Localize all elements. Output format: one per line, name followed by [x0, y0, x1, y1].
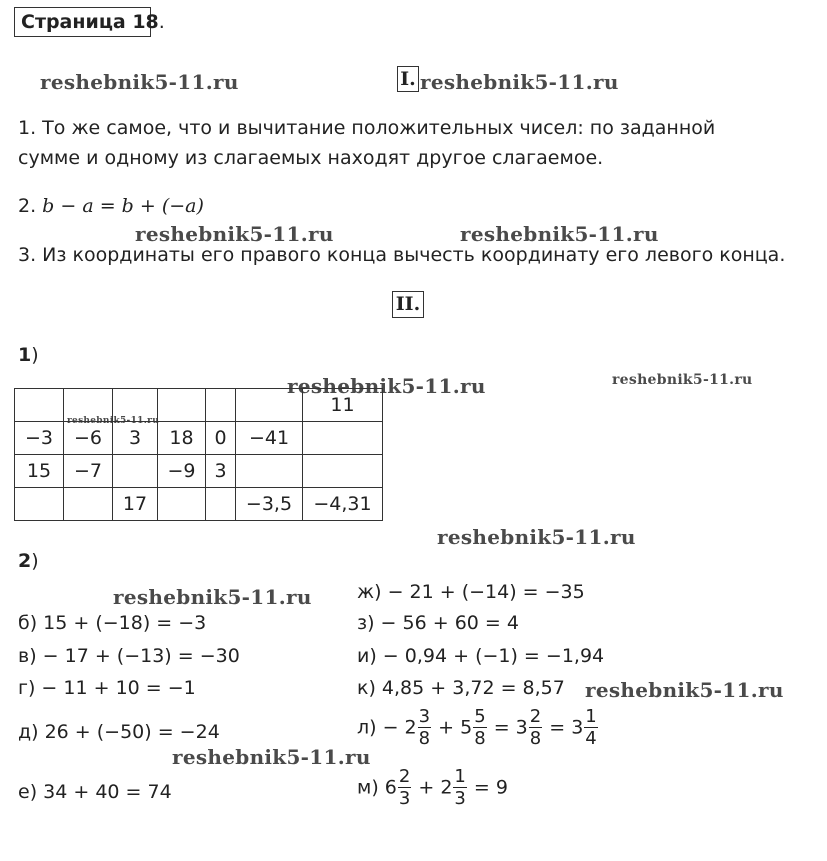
watermark: reshebnik5-11.ru [67, 416, 160, 426]
fraction-numerator: 5 [474, 706, 486, 727]
table-cell: −3,5 [236, 488, 303, 521]
fraction-denominator: 3 [454, 788, 466, 809]
part-2-number: 2 [18, 550, 32, 572]
watermark: reshebnik5-11.ru [287, 374, 486, 398]
watermark: reshebnik5-11.ru [585, 678, 784, 702]
table-row [15, 455, 383, 488]
watermark: reshebnik5-11.ru [135, 222, 334, 246]
table-cell: 18 [158, 422, 206, 455]
part-2-paren: ) [31, 550, 39, 572]
eq-l-plus: + 5 [432, 716, 473, 739]
table-cell [303, 422, 383, 455]
eq-l-equals-1: = 3 [487, 716, 528, 739]
equation-z: з) − 56 + 60 = 4 [357, 612, 519, 634]
eq-l-prefix: л) − 2 [357, 716, 417, 739]
eq-l-equals-2: = 3 [543, 716, 584, 739]
table-cell [236, 455, 303, 488]
table-cell: 3 [113, 422, 158, 455]
table-cell [15, 488, 64, 521]
equation-m [357, 768, 508, 808]
page-title-dot: . [158, 11, 165, 33]
table-cell [158, 389, 206, 422]
part-1-number: 1 [18, 344, 32, 366]
answer-1-line-2: сумме и одному из слагаемых находят другое слагаемое. [18, 147, 604, 169]
watermark: reshebnik5-11.ru [460, 222, 659, 246]
watermark: reshebnik5-11.ru [612, 372, 753, 388]
fraction [418, 708, 431, 748]
answer-2-formula: b − a = b + (−a) [42, 195, 204, 217]
table-cell: 15 [15, 455, 64, 488]
fraction-denominator: 8 [474, 728, 486, 749]
fraction [529, 708, 542, 748]
fraction [453, 768, 466, 808]
table-row [15, 389, 383, 422]
table-cell [206, 389, 236, 422]
equation-d: д) 26 + (−50) = −24 [18, 721, 220, 743]
table-cell: 17 [113, 488, 158, 521]
fraction [473, 708, 486, 748]
part-1-paren: ) [31, 344, 39, 366]
eq-m-equals: = 9 [467, 776, 508, 799]
section-2-marker: II. [392, 291, 424, 318]
table-row [15, 422, 383, 455]
table-cell [113, 455, 158, 488]
eq-m-plus: + 2 [412, 776, 453, 799]
fraction-numerator: 2 [398, 766, 411, 787]
table-cell [236, 389, 303, 422]
part-2-heading [18, 550, 39, 572]
eq-m-prefix: м) 6 [357, 776, 397, 799]
page-title-text: Страница 18 [21, 11, 159, 33]
table-cell: 0 [206, 422, 236, 455]
equation-g: г) − 11 + 10 = −1 [18, 677, 196, 699]
equation-b: б) 15 + (−18) = −3 [18, 612, 207, 634]
equation-v: в) − 17 + (−13) = −30 [18, 645, 240, 667]
table-cell: 11 [303, 389, 383, 422]
equation-l [357, 708, 599, 748]
table-cell: −6 [64, 422, 113, 455]
answer-2-number: 2. [18, 195, 43, 217]
table-cell: −7 [64, 455, 113, 488]
table-cell [64, 488, 113, 521]
part-1-heading [18, 344, 39, 366]
equation-i: и) − 0,94 + (−1) = −1,94 [357, 645, 605, 667]
table-cell [158, 488, 206, 521]
equation-zh: ж) − 21 + (−14) = −35 [357, 581, 585, 603]
table-row [15, 488, 383, 521]
fraction-denominator: 3 [398, 788, 411, 809]
table-cell [15, 389, 64, 422]
table-cell [303, 455, 383, 488]
table-cell: 3 [206, 455, 236, 488]
fraction-numerator: 3 [418, 706, 431, 727]
number-table [14, 388, 383, 521]
answer-3: 3. Из координаты его правого конца вычесть координату его левого конца. [18, 244, 786, 266]
table-cell [113, 389, 158, 422]
watermark: reshebnik5-11.ru [113, 585, 312, 609]
table-cell: −4,31 [303, 488, 383, 521]
answer-2 [18, 195, 204, 217]
table-cell: −3 [15, 422, 64, 455]
section-1-marker: I. [397, 66, 419, 92]
watermark: reshebnik5-11.ru [172, 745, 371, 769]
watermark: reshebnik5-11.ru [40, 70, 239, 94]
fraction-numerator: 1 [454, 766, 466, 787]
table-cell [206, 488, 236, 521]
fraction-numerator: 2 [529, 706, 542, 727]
fraction [584, 708, 597, 748]
fraction-denominator: 8 [418, 728, 431, 749]
fraction [398, 768, 411, 808]
watermark: reshebnik5-11.ru [437, 525, 636, 549]
table-cell: −9 [158, 455, 206, 488]
fraction-denominator: 4 [585, 728, 597, 749]
table-cell: −41 [236, 422, 303, 455]
watermark: reshebnik5-11.ru [420, 70, 619, 94]
page-title [14, 7, 165, 37]
fraction-denominator: 8 [529, 728, 542, 749]
answer-1-line-1: 1. То же самое, что и вычитание положительных чисел: по заданной [18, 117, 716, 139]
table-cell [64, 389, 113, 422]
equation-k: к) 4,85 + 3,72 = 8,57 [357, 677, 565, 699]
fraction-numerator: 1 [585, 706, 597, 727]
equation-e: е) 34 + 40 = 74 [18, 781, 172, 803]
